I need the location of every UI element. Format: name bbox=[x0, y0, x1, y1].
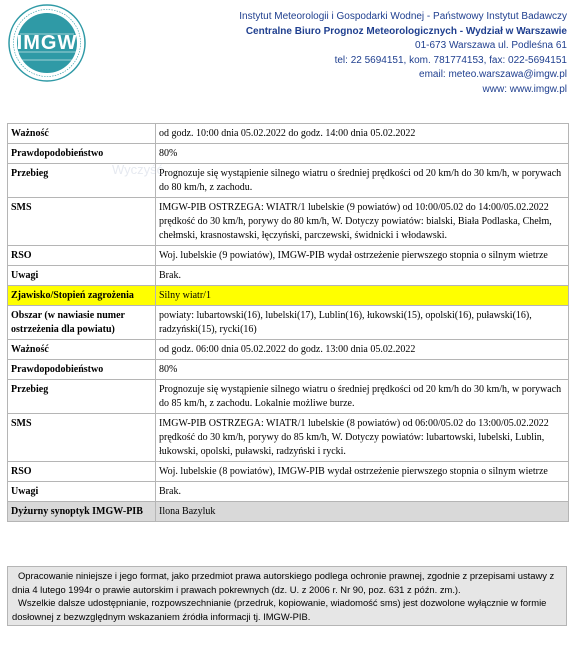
row-label: Zjawisko/Stopień zagrożenia bbox=[8, 286, 156, 306]
clear-watermark: Wyczyść bbox=[112, 162, 164, 177]
row-value: Woj. lubelskie (8 powiatów), IMGW-PIB wydał ostrzeżenie pierwszego stopnia o silnym wietrze bbox=[156, 462, 569, 482]
row-value: od godz. 06:00 dnia 05.02.2022 do godz. 13:00 dnia 05.02.2022 bbox=[156, 340, 569, 360]
address: 01-673 Warszawa ul. Podleśna 61 bbox=[415, 40, 567, 52]
row-value: Woj. lubelskie (9 powiatów), IMGW-PIB wydał ostrzeżenie pierwszego stopnia o silnym wietrze bbox=[156, 246, 569, 266]
row-label: Ważność bbox=[8, 124, 156, 144]
copyright-paragraph: Opracowanie niniejsze i jego format, jako przedmiot prawa autorskiego podlega ochronie prawnej, zgodnie z przepisami ustawy z dnia 4 lutego 1994r o prawie autorskim i prawach pokrewnych (dz. U. z 2006 r. Nr 90, poz. 631 z późn. zm.). bbox=[12, 570, 555, 595]
row-label: SMS bbox=[8, 414, 156, 462]
row-value: Ilona Bazyluk bbox=[156, 502, 569, 522]
table-row bbox=[8, 266, 569, 286]
table-row bbox=[8, 306, 569, 340]
table-row bbox=[8, 340, 569, 360]
warning-table bbox=[7, 123, 569, 522]
letterhead bbox=[0, 0, 581, 100]
table-row bbox=[8, 482, 569, 502]
redistribution-paragraph: Wszelkie dalsze udostępnianie, rozpowszechnianie (przedruk, kopiowanie, wiadomość sms) jest dozwolone wyłącznie w formie dosłownej z bezwzględnym wskazaniem źródła informacji tj. IMGW-PIB. bbox=[12, 597, 547, 622]
imgw-logo bbox=[8, 4, 86, 82]
row-label: Obszar (w nawiasie numer ostrzeżenia dla powiatu) bbox=[8, 306, 156, 340]
row-value: Silny wiatr/1 bbox=[156, 286, 569, 306]
row-label: Przebieg bbox=[8, 380, 156, 414]
copyright-footer bbox=[7, 566, 567, 626]
table-row bbox=[8, 414, 569, 462]
table-row bbox=[8, 380, 569, 414]
row-label: RSO bbox=[8, 462, 156, 482]
row-label: Uwagi bbox=[8, 266, 156, 286]
row-value: IMGW-PIB OSTRZEGA: WIATR/1 lubelskie (8 powiatów) od 06:00/05.02 do 13:00/05.02.2022 prędkość do 30 km/h, porywy do 85 km/h, W. Dotyczy powiatów: lubartowski, lubelski, Lublin, łukowski, opolski, puławski, radzyński i rycki. bbox=[156, 414, 569, 462]
table-row bbox=[8, 246, 569, 266]
row-label: SMS bbox=[8, 198, 156, 246]
row-label: Prawdopodobieństwo bbox=[8, 144, 156, 164]
www-line: www: www.imgw.pl bbox=[482, 83, 567, 95]
row-label: Przebieg bbox=[8, 164, 156, 198]
row-value: 80% bbox=[156, 144, 569, 164]
email-line: email: meteo.warszawa@imgw.pl bbox=[419, 69, 567, 81]
row-value: Brak. bbox=[156, 482, 569, 502]
table-row bbox=[8, 360, 569, 380]
row-label: Ważność bbox=[8, 340, 156, 360]
row-value: Prognozuje się wystąpienie silnego wiatru o średniej prędkości od 20 km/h do 30 km/h, w porywach do 85 km/h, z zachodu. Lokalnie możliwe burze. bbox=[156, 380, 569, 414]
table-row bbox=[8, 286, 569, 306]
table-row bbox=[8, 124, 569, 144]
row-value: Prognozuje się wystąpienie silnego wiatru o średniej prędkości od 20 km/h do 30 km/h, w porywach do 80 km/h, z zachodu. bbox=[156, 164, 569, 198]
table-row bbox=[8, 198, 569, 246]
row-value: powiaty: lubartowski(16), lubelski(17), Lublin(16), łukowski(15), opolski(16), puławski(16), radzyński(15), rycki(16) bbox=[156, 306, 569, 340]
row-value: 80% bbox=[156, 360, 569, 380]
phone-line: tel: 22 5694151, kom. 781774153, fax: 022-5694151 bbox=[334, 54, 567, 66]
row-label: Dyżurny synoptyk IMGW-PIB bbox=[8, 502, 156, 522]
row-value: Brak. bbox=[156, 266, 569, 286]
row-value: od godz. 10:00 dnia 05.02.2022 do godz. 14:00 dnia 05.02.2022 bbox=[156, 124, 569, 144]
row-value: IMGW-PIB OSTRZEGA: WIATR/1 lubelskie (9 powiatów) od 10:00/05.02 do 14:00/05.02.2022 prędkość do 30 km/h, porywy do 80 km/h, W. Dotyczy powiatów: bialski, Biała Podlaska, Chełm, chełmski, krasnostawski, łęczyński, parczewski, świdnicki i włodawski. bbox=[156, 198, 569, 246]
table-row bbox=[8, 462, 569, 482]
row-label: RSO bbox=[8, 246, 156, 266]
office-name: Centralne Biuro Prognoz Meteorologicznych - Wydział w Warszawie bbox=[245, 25, 567, 37]
institution-name: Instytut Meteorologii i Gospodarki Wodnej - Państwowy Instytut Badawczy bbox=[239, 11, 567, 22]
row-label: Uwagi bbox=[8, 482, 156, 502]
row-label: Prawdopodobieństwo bbox=[8, 360, 156, 380]
institution-info bbox=[239, 10, 567, 98]
logo-text: IMGW bbox=[16, 32, 78, 54]
table-row bbox=[8, 502, 569, 522]
